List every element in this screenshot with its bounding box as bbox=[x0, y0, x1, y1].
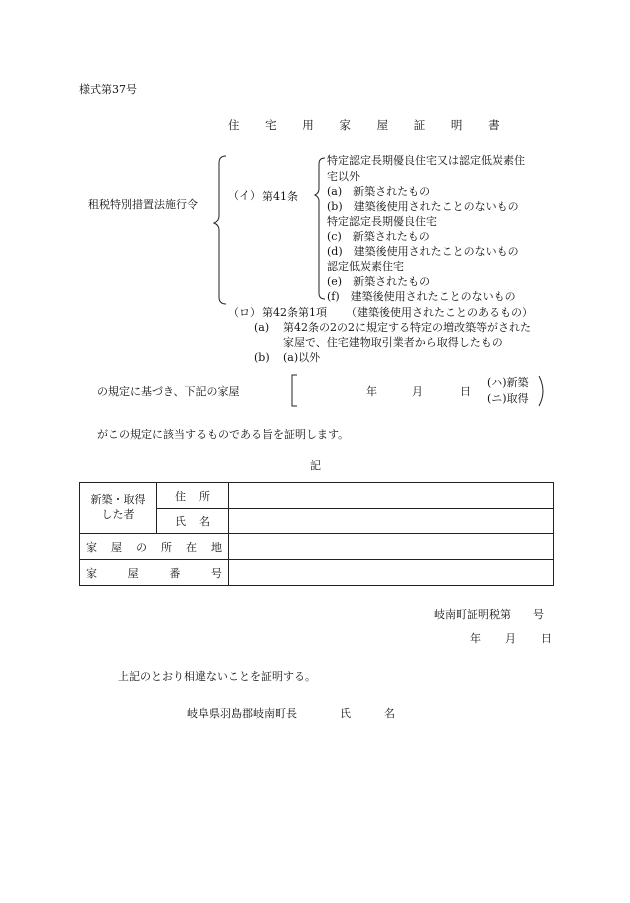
person-label-cell bbox=[80, 483, 157, 534]
i-item-line: 特定認定長期優良住宅又は認定低炭素住 bbox=[327, 154, 525, 167]
ro-b-label: (b) bbox=[254, 351, 270, 364]
cert-number: 岐南町証明税第 号 bbox=[434, 608, 544, 621]
item-ro-note: （建築後使用されたことのあるもの） bbox=[346, 306, 533, 319]
location-label-char: の bbox=[136, 540, 147, 554]
i-item-line: 認定低炭素住宅 bbox=[327, 260, 404, 273]
i-item-line: (a) 新築されたもの bbox=[327, 185, 431, 198]
closing-statement: 上記のとおり相違ないことを証明する。 bbox=[118, 670, 316, 683]
signer-title: 岐阜県羽島郡岐南町長 bbox=[187, 707, 297, 720]
i-item-line: 特定認定長期優良住宅 bbox=[327, 215, 437, 228]
basis-line: の規定に基づき、下記の家屋 bbox=[97, 385, 240, 398]
date-year: 年 bbox=[366, 385, 377, 398]
location-label-char: 所 bbox=[161, 540, 172, 554]
location-label-cell bbox=[80, 534, 229, 560]
name-label-char: 名 bbox=[199, 515, 210, 528]
location-label-char: 地 bbox=[211, 540, 222, 554]
address-label-char: 住 bbox=[175, 489, 186, 503]
number-label-char: 番 bbox=[169, 566, 181, 580]
issue-year: 年 bbox=[470, 632, 481, 645]
name-value-cell[interactable] bbox=[229, 509, 554, 534]
house-certificate-table bbox=[79, 482, 554, 586]
number-label-char: 号 bbox=[210, 566, 222, 580]
item-ro-article: 第42条第1項 bbox=[262, 306, 327, 319]
article41-brace bbox=[315, 158, 325, 299]
person-label-1: 新築・取得 bbox=[90, 493, 146, 507]
address-label-cell bbox=[157, 483, 229, 509]
option-paren bbox=[539, 376, 543, 406]
i-item-line: (b) 建築後使用されたことのないもの bbox=[327, 200, 519, 213]
item-i-article: 第41条 bbox=[262, 190, 298, 203]
address-value-cell[interactable] bbox=[229, 483, 554, 509]
address-label-char: 所 bbox=[199, 489, 210, 503]
ro-a-label: (a) bbox=[254, 321, 270, 334]
location-label-char: 在 bbox=[186, 540, 197, 554]
signer-name-label: 氏 名 bbox=[340, 707, 395, 720]
number-label-cell bbox=[80, 560, 229, 586]
name-label-char: 氏 bbox=[175, 515, 186, 528]
location-label-char: 家 bbox=[86, 540, 97, 554]
name-label-cell bbox=[157, 509, 229, 534]
law-brace bbox=[214, 156, 226, 304]
issue-month: 月 bbox=[505, 632, 516, 645]
number-label-char: 家 bbox=[86, 566, 97, 580]
date-bracket bbox=[292, 375, 297, 406]
cert-line: がこの規定に該当するものである旨を証明します。 bbox=[97, 428, 350, 441]
i-item-line: 宅以外 bbox=[327, 170, 360, 183]
ro-b-text: (a)以外 bbox=[283, 351, 321, 364]
location-label-char: 屋 bbox=[111, 540, 122, 554]
number-value-cell[interactable] bbox=[229, 560, 554, 586]
law-name: 租税特別措置法施行令 bbox=[88, 198, 198, 211]
ro-a-line2: 家屋で、住宅建物取引業者から取得したもの bbox=[283, 336, 503, 349]
i-item-line: (d) 建築後使用されたことのないもの bbox=[327, 245, 519, 258]
form-number: 様式第37号 bbox=[79, 83, 137, 96]
item-i-label: （イ） bbox=[228, 189, 261, 202]
option-acquire: (ニ)取得 bbox=[487, 392, 529, 405]
item-ro-label: （ロ） bbox=[228, 306, 261, 319]
ro-a-line1: 第42条の2の2に規定する特定の増改築等がされた bbox=[283, 321, 531, 334]
location-value-cell[interactable] bbox=[229, 534, 554, 560]
document-title: 住 宅 用 家 屋 証 明 書 bbox=[228, 118, 511, 132]
person-label-2: した者 bbox=[101, 508, 135, 521]
i-item-line: (e) 新築されたもの bbox=[327, 275, 431, 288]
date-month: 月 bbox=[412, 385, 423, 398]
number-label-char: 屋 bbox=[127, 566, 139, 580]
date-day: 日 bbox=[460, 385, 471, 398]
ki-mark: 記 bbox=[310, 459, 321, 472]
i-item-line: (f) 建築後使用されたことのないもの bbox=[327, 290, 516, 303]
option-new: (ハ)新築 bbox=[487, 376, 529, 389]
issue-day: 日 bbox=[541, 632, 552, 645]
i-item-line: (c) 新築されたもの bbox=[327, 230, 430, 243]
